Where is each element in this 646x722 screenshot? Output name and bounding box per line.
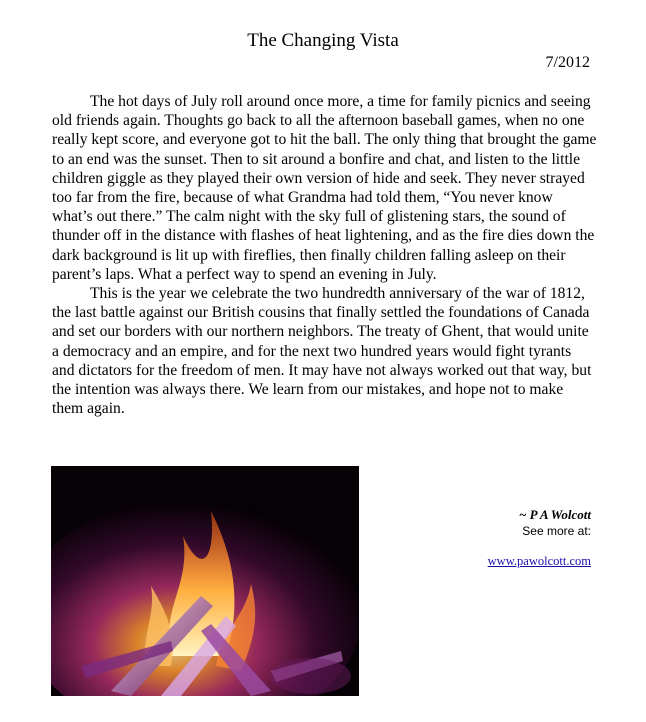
page-title: The Changing Vista: [247, 30, 399, 51]
paragraph-2: This is the year we celebrate the two hundredth anniversary of the war of 1812, the last battle against our British cousins that finally settled the foundations of Canada and set our borders with our northern neighbors. The treaty of Ghent, that would unite a democracy and an empire, and for the next two hundred years would fight tyrants and dictators for the freedom of men. It may have not always worked out that way, but the intention was always there. We learn from our mistakes, and hope not to make them again.: [52, 285, 592, 418]
paragraph-1: The hot days of July roll around once more, a time for family picnics and seeing old friends again. Thoughts go back to all the afternoon baseball games, when no one really kept score, and everyone got to hit the ball. The only thing that brought the game to an end was the sunset. Then to sit around a bonfire and chat, and listen to the little children giggle as they played their own version of hide and seek. They never strayed too far from the fire, because of what Grandma had told them, “You never know what’s out there.” The calm night with the sky full of glistening stars, the sound of thunder off in the distance with flashes of heat lightening, and as the fire dies down the dark background is lit up with fireflies, then finally children falling asleep on their parent’s laps. What a perfect way to spend an evening in July.: [52, 93, 597, 283]
campfire-photo: [51, 466, 359, 696]
publish-date: 7/2012: [545, 54, 590, 71]
author-website-link[interactable]: www.pawolcott.com: [487, 554, 591, 568]
see-more-label: See more at:: [522, 524, 591, 538]
article-body: [52, 92, 597, 418]
author-name: ~ P A Wolcott: [518, 507, 591, 522]
author-signature: [488, 507, 591, 569]
